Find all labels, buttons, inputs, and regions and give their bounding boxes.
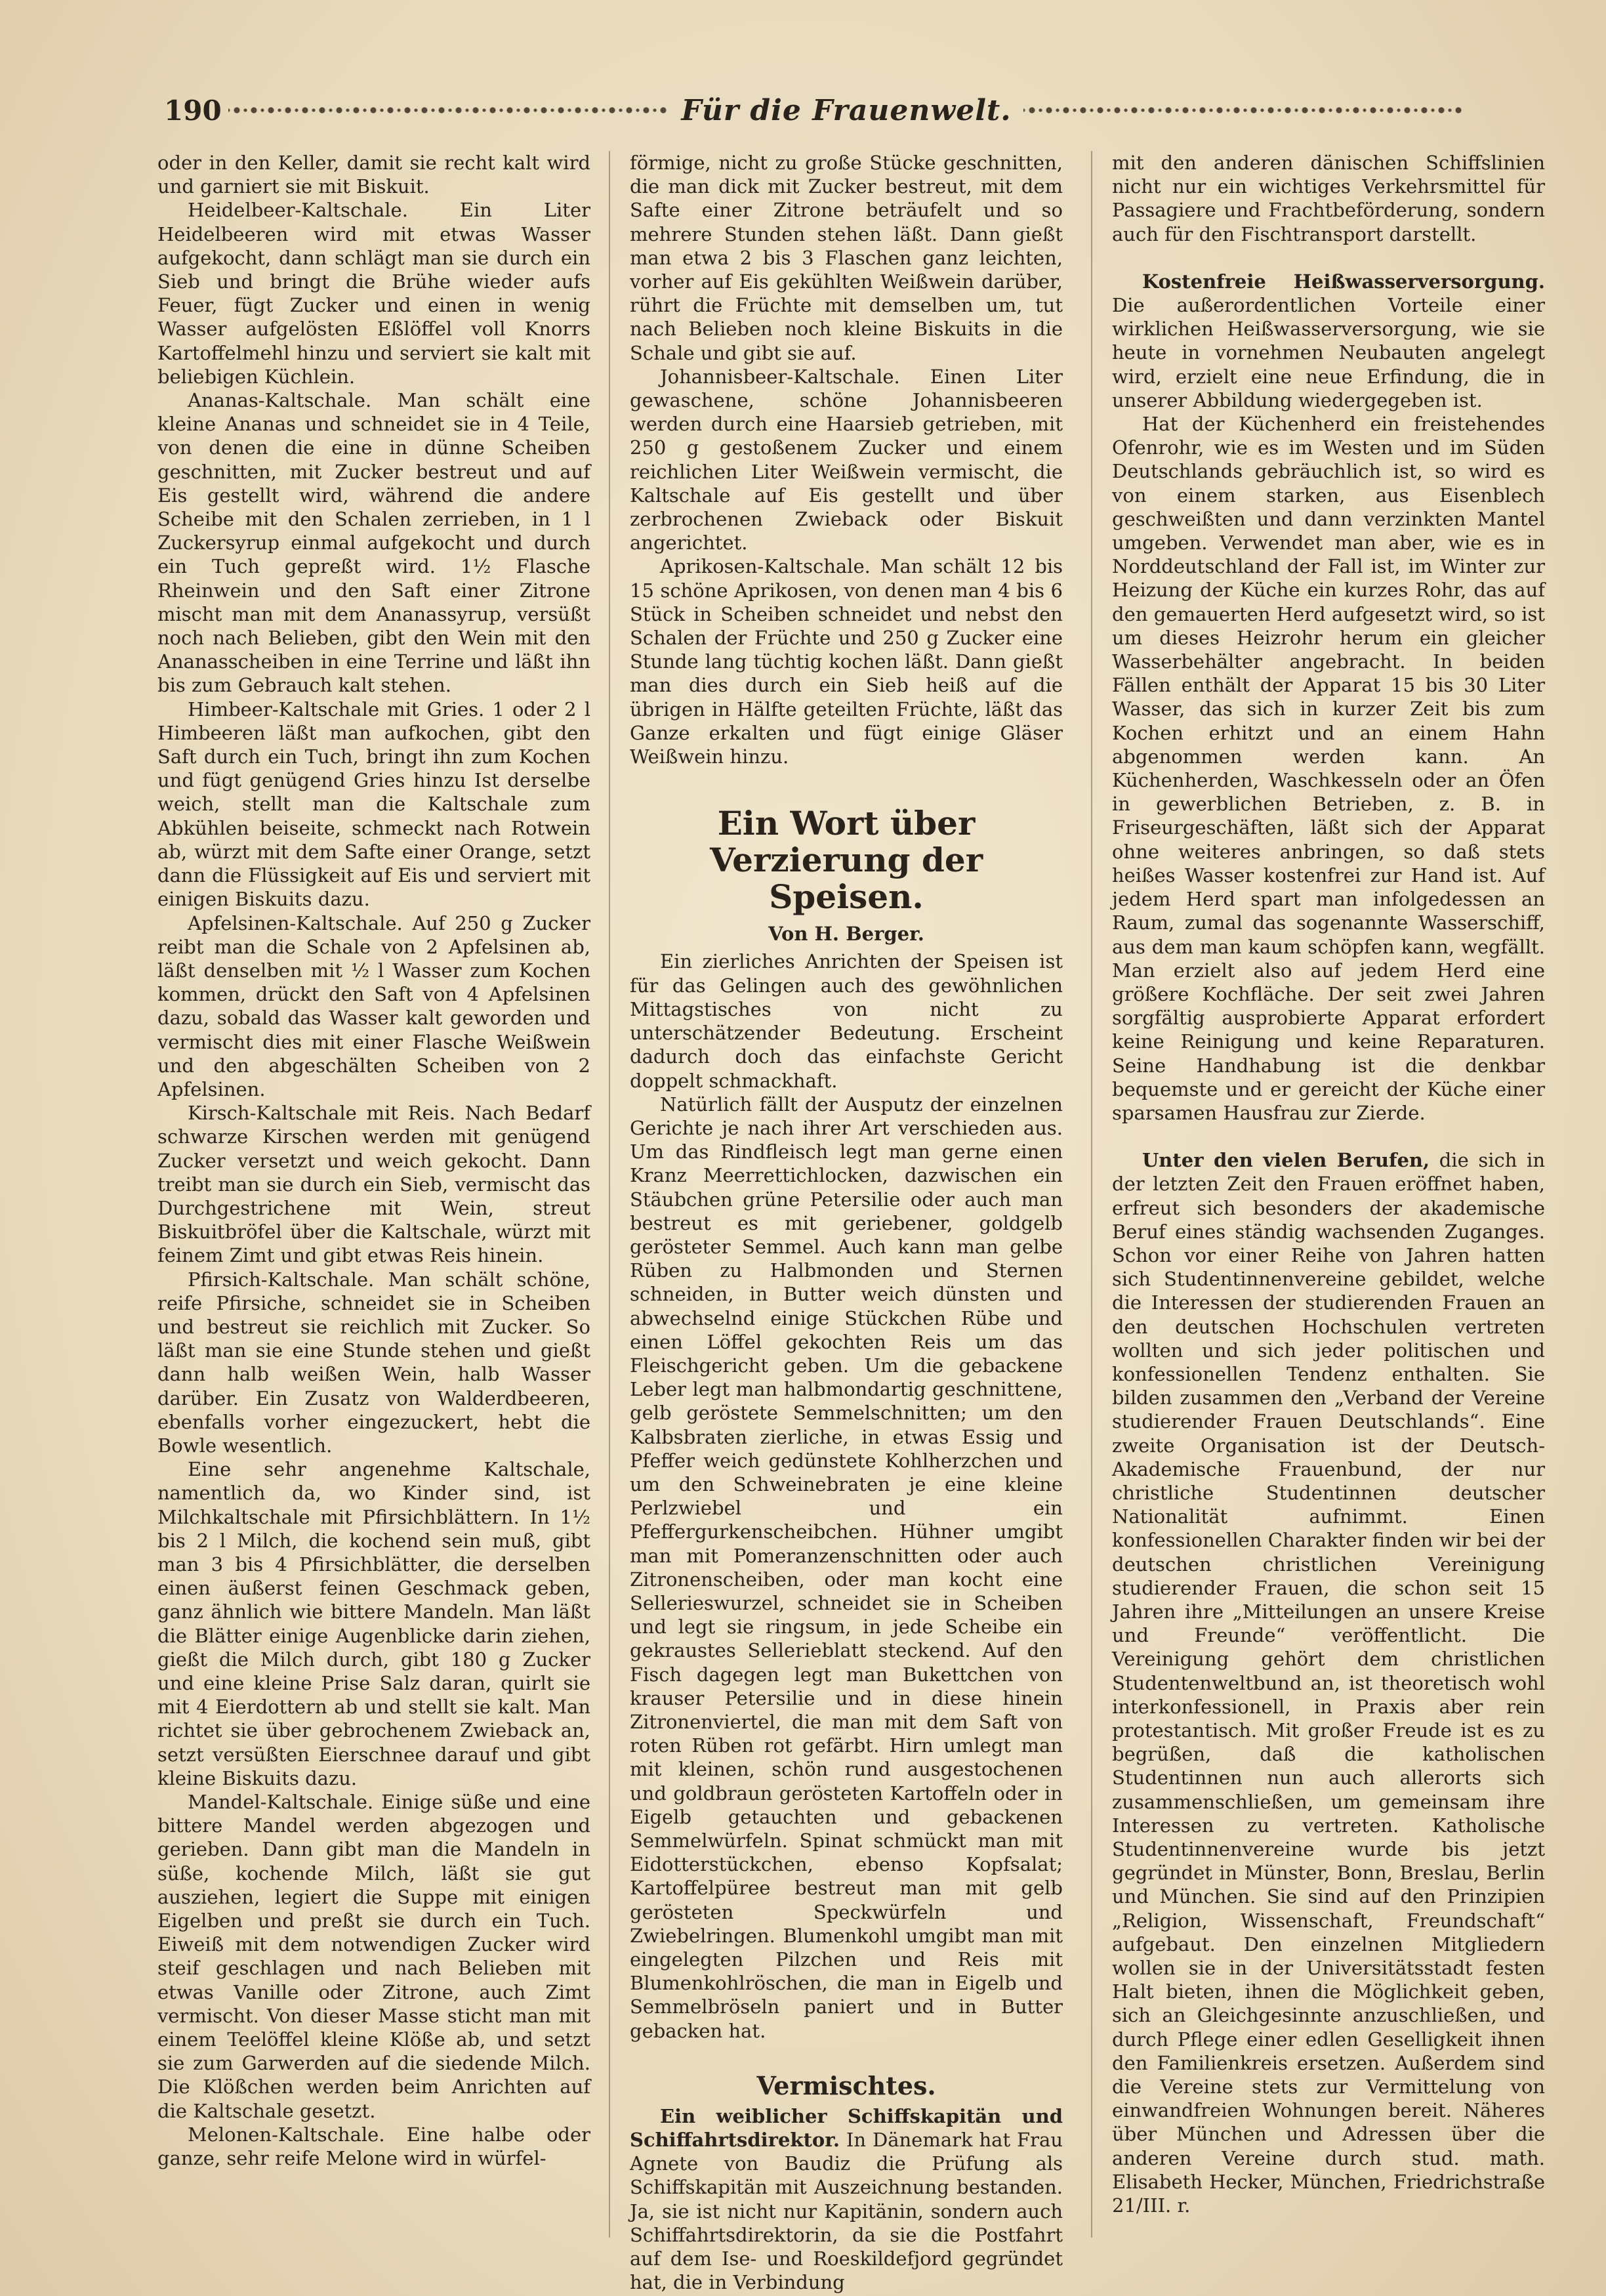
section-title: Vermischtes. (756, 2070, 936, 2100)
recipe-johannisbeer: Johannisbeer-Kaltschale. Einen Liter gewaschene, schöne Johannisbeeren werden durch eine Haarsieb getrieben, mit 250 g gestoßenem Zucker und einem reichlichen Liter Weißwein vermischt, die Kaltschale auf Eis gestellt und über zerbrochenen Zwieback oder Biskuit angerichtet. (630, 365, 1063, 554)
recipe-milch: Eine sehr angenehme Kaltschale, namentlich da, wo Kinder sind, ist Milchkaltschale mit Pfirsichblättern. In 1½ bis 2 l Milch, die kochend sein muß, gibt man 3 bis 4 Pfirsichblätter, die derselben einen äußerst feinen Geschmack geben, ganz ähnlich wie bittere Mandeln. Man läßt die Blätter einige Augenblicke darin ziehen, gießt die Milch durch, gibt 180 g Zucker und eine kleine Prise Salz daran, quirlt sie mit 4 Eierdottern ab und stellt sie kalt. Man richtet sie über gebrochenem Zwieback an, setzt versüßten Eierschnee darauf und gibt kleine Biskuits dazu. (157, 1458, 590, 1789)
misc-paragraph (630, 2104, 1063, 2295)
column-divider (1091, 151, 1092, 2238)
misc-text: In Dänemark hat Frau Agnete von Baudiz die Prüfung als Schiffskapitän mit Auszeichnung bestanden. Ja, sie ist nicht nur Kapitänin, sondern auch Schiffahrtsdirektorin, da sie die Postfahrt auf dem Ise- und Roeskildefjord gegründet hat, die in Verbindung (630, 2129, 1063, 2294)
page-header (164, 91, 1476, 130)
column-divider (609, 151, 610, 2238)
paragraph: mit den anderen dänischen Schiffslinien nicht nur ein wichtiges Verkehrsmittel für Passagiere und Frachtbeförderung, sondern auch für den Fischtransport darstellt. (1112, 152, 1545, 245)
column-2 (630, 151, 1063, 2294)
recipe-melonen: Melonen-Kaltschale. Eine halbe oder ganze, sehr reife Melone wird in würfel- (157, 2123, 590, 2170)
recipe-apfelsinen: Apfelsinen-Kaltschale. Auf 250 g Zucker reibt man die Schale von 2 Apfelsinen ab, läßt denselben mit ½ l Wasser zum Kochen kommen, drückt den Saft von 4 Apfelsinen dazu, sobald das Wasser kalt geworden und vermischt dies mit einer Flasche Weißwein und den abgeschälten Scheiben von 2 Apfelsinen. (157, 911, 590, 1100)
recipe-kirsch: Kirsch-Kaltschale mit Reis. Nach Bedarf schwarze Kirschen werden mit genügend Zucker versetzt und weich gekocht. Dann treibt man sie durch ein Sieb, vermischt das Durchgestrichene mit Wein, streut Biskuitbröfel über die Kaltschale, würzt mit feinem Zimt und gibt etwas Reis hinein. (157, 1102, 590, 1267)
uni-text: die sich in der letzten Zeit den Frauen eröffnet haben, erfreut sich besonders der akademische Beruf eines ständig wachsenden Zuganges. Schon vor einer Reihe von Jahren hatten sich Studentinnenvereine gebildet, welche die Interessen der studierenden Frauen an den deutschen Hochschulen vertreten wollten und sich jeder politischen und konfessionellen Tendenz enthalten. Sie bilden zusammen den „Verband der Vereine studierender Frauen Deutschlands“. Eine zweite Organisation ist der Deutsch-Akademische Frauenbund, der nur christliche Studentinnen deutscher Nationalität aufnimmt. Einen konfessionellen Charakter finden wir bei der deutschen christlichen Vereinigung studierender Frauen, die schon seit 15 Jahren ihre „Mitteilungen an unsere Kreise und Freunde“ veröffentlicht. Die Vereinigung gehört dem christlichen Studentenweltbund an, ist theoretisch wohl interkonfessionell, in Praxis aber rein protestantisch. Mit großer Freude ist es zu begrüßen, daß die katholischen Studentinnen nun auch allerorts sich zusammenschließen, um gemeinsam ihre Interessen zu vertreten. Katholische Studentinnenvereine wurde bis jetzt gegründet in Münster, Bonn, Breslau, Berlin und München. Sie sind auf den Prinzipien „Religion, Wissenschaft, Freundschaft“ aufgebaut. Den einzelnen Mitgliedern wollen sie in der Universitätsstadt festen Halt bieten, ihnen die Möglichkeit geben, sich an Gleichgesinnte anzuschließen, und durch Pflege einer edlen Geselligkeit ihnen den Familienkreis ersetzen. Außerdem sind die Vereine stets zur Vermittelung von einwandfreien Wohnungen bereit. Näheres über München und Adressen über die anderen Vereine durch stud. math. Elisabeth Hecker, München, Friedrichstraße 21/III. r. (1112, 1149, 1546, 2217)
column-1 (157, 151, 590, 2244)
uni-heading: Unter den vielen Berufen, (1142, 1149, 1430, 1172)
uni-paragraph (1112, 1148, 1545, 2217)
article-title: Ein Wort über Verzierung der Speisen. (709, 804, 983, 917)
recipe-ananas: Ananas-Kaltschale. Man schält eine kleine Ananas und schneidet sie in 4 Teile, von denen die eine in dünne Scheiben geschnitten, mit Zucker bestreut und auf Eis gestellt wird, während die andere Scheibe mit den Schalen zerrieben, in 1 l Zuckersyrup einmal aufgekocht und durch ein Tuch gepreßt wird. 1½ Flasche Rheinwein und den Saft einer Zitrone mischt man mit dem Ananassyrup, versüßt noch nach Belieben, gibt den Wein mit den Ananasscheiben in eine Terrine und läßt ihn bis zum Gebrauch kalt stehen. (157, 389, 590, 697)
recipe-aprikosen: Aprikosen-Kaltschale. Man schält 12 bis 15 schöne Aprikosen, von denen man 4 bis 6 Stück in Scheiben schneidet und nebst den Schalen der Früchte und 250 g Zucker eine Stunde lang tüchtig kochen läßt. Dann gießt man dies durch ein Sieb heiß auf die übrigen in Hälfte geteilten Früchte, läßt das Ganze erkalten und fügt einige Gläser Weißwein hinzu. (630, 555, 1063, 768)
running-title: Für die Frauenwelt. (681, 93, 1012, 127)
ornament-left (228, 103, 669, 117)
misc-heading: Ein weiblicher Schiffskapitän und Schiffahrtsdirektor. (630, 2104, 1063, 2152)
heat-text: Die außerordentlichen Vorteile einer wirklichen Heißwasserversorgung, wie sie heute in vornehmen Neubauten angelegt wird, erzielt eine neue Erfindung, die in unserer Abbildung wiedergegeben ist. (1112, 294, 1545, 411)
ornament-right (1023, 103, 1464, 117)
recipe-mandel: Mandel-Kaltschale. Einige süße und eine bittere Mandel werden abgezogen und gerieben. Dann gibt man die Mandeln in süße, kochende Milch, läßt sie gut ausziehen, legiert die Suppe mit einigen Eigelben und preßt sie durch ein Tuch. Eiweiß mit dem notwendigen Zucker wird steif geschlagen und nach Belieben mit etwas Vanille oder Zitrone, auch Zimt vermischt. Von dieser Masse sticht man mit einem Teelöffel kleine Klöße ab, und setzt sie zum Garwerden auf die siedende Milch. Die Klößchen werden beim Anrichten auf die Kaltschale gesetzt. (157, 1791, 590, 2122)
article-paragraph: Natürlich fällt der Ausputz der einzelnen Gerichte je nach ihrer Art verschieden aus. Um das Rindfleisch legt man gerne einen Kranz Meerrettichlocken, dazwischen ein Stäubchen grüne Petersilie oder auch man bestreut es mit geriebener, goldgelb gerösteter Semmel. Auch kann man gelbe Rüben zu Halbmonden und Sternen schneiden, in Butter weich dünsten und abwechselnd einige Stückchen Rübe und einen Löffel gekochten Reis um das Fleischgericht geben. Um die gebackene Leber legt man halbmondartig geschnittene, gelb geröstete Semmelschnitten; um den Kalbsbraten zierliche, in etwas Essig und Pfeffer weich gedünstete Kohlherzchen und um den Schweinebraten je eine kleine Perlzwiebel und ein Pfeffergurkenscheibchen. Hühner umgibt man mit Pomeranzenschnitten oder auch Zitronenscheiben, oder man kocht eine Sellerieswurzel, schneidet sie in Scheiben und legt sie ringsum, in jede Scheibe ein gekraustes Sellerieblatt steckend. Auf den Fisch dagegen legt man Bukettchen von krauser Petersilie und in diese hinein Zitronenviertel, die man mit dem Saft von roten Rüben rot gefärbt. Hirn umlegt man mit kleinen, schön rund ausgestochenen und goldbraun gerösteten Kartoffeln oder in Eigelb getauchten und gebackenen Semmelwürfeln. Spinat schmückt man mit Eidotterstückchen, ebenso Kopfsalat; Kartoffelpüree bestreut man mit gelb gerösteten Speckwürfeln und Zwiebelringen. Blumenkohl umgibt man mit eingelegten Pilzchen und Reis mit Blumenkohlröschen, die man in Eigelb und Semmelbröseln paniert und in Butter gebacken hat. (630, 1093, 1063, 2042)
heat-paragraph (1112, 270, 1545, 412)
heat-paragraph: Hat der Küchenherd ein freistehendes Ofenrohr, wie es im Westen und im Süden Deutschlands gebräuchlich ist, so wird es von einem starken, aus Eisenblech geschweißten und dann verzinkten Mantel umgeben. Verwendet man aber, wie es in Norddeutschland der Fall ist, im Winter zur Heizung der Küche ein kurzes Rohr, das auf den gemauerten Herd aufgesetzt wird, so ist um dieses Heizrohr herum ein gleicher Wasserbehälter angebracht. In beiden Fällen enthält der Apparat 15 bis 30 Liter Wasser, das sich in kurzer Zeit bis zum Kochen erhitzt und an einem Hahn abgenommen werden kann. An Küchenherden, Waschkesseln oder an Öfen in gewerblichen Betrieben, z. B. in Friseurgeschäften, läßt sich der Apparat ohne weiteres anbringen, so daß stets heißes Wasser kostenfrei zur Hand ist. Auf jedem Herd spart man infolgedessen an Raum, zumal das sogenannte Wasserschiff, aus dem man kaum schöpfen kann, wegfällt. Man erzielt also auf jedem Herd eine größere Kochfläche. Der seit zwei Jahren sorgfältig ausprobierte Apparat erfordert keine Reinigung und keine Reparaturen. Seine Handhabung ist die denkbar bequemste und er gereicht der Küche einer sparsamen Hausfrau zur Zierde. (1112, 413, 1545, 1124)
heat-heading: Kostenfreie Heißwasserversorgung. (1142, 270, 1545, 293)
article-paragraph: Ein zierliches Anrichten der Speisen ist für das Gelingen auch des gewöhnlichen Mittagstisches von nicht zu unterschätzender Bedeutung. Erscheint dadurch doch das einfachste Gericht doppelt schmackhaft. (630, 950, 1063, 1092)
paragraph: förmige, nicht zu große Stücke geschnitten, die man dick mit Zucker bestreut, mit dem Safte einer Zitrone beträufelt und so mehrere Stunden stehen läßt. Dann gießt man etwa 2 bis 3 Flaschen ganz leichten, vorher auf Eis gekühlten Weißwein darüber, rührt die Früchte mit demselben um, tut nach Belieben noch kleine Biskuits in die Schale und gibt sie auf. (630, 152, 1063, 364)
page-number: 190 (164, 94, 222, 127)
article-byline: Von H. Berger. (768, 923, 924, 946)
recipe-heidelbeer: Heidelbeer-Kaltschale. Ein Liter Heidelbeeren wird mit etwas Wasser aufgekocht, dann schlägt man sie durch ein Sieb und bringt die Brühe wieder aufs Feuer, fügt Zucker und einen in wenig Wasser aufgelösten Eßlöffel voll Knorrs Kartoffelmehl hinzu und serviert sie kalt mit beliebigen Küchlein. (157, 199, 590, 388)
recipe-himbeer: Himbeer-Kaltschale mit Gries. 1 oder 2 l Himbeeren läßt man aufkochen, gibt den Saft durch ein Tuch, bringt ihn zum Kochen und fügt genügend Gries hinzu Ist derselbe weich, stellt man die Kaltschale zum Abkühlen beiseite, schmeckt nach Rotwein ab, würzt mit dem Safte einer Orange, setzt dann die Flüssigkeit auf Eis und serviert mit einigen Biskuits dazu. (157, 698, 590, 911)
column-3 (1112, 151, 1545, 2244)
paragraph: oder in den Keller, damit sie recht kalt wird und garniert sie mit Biskuit. (157, 152, 590, 198)
recipe-pfirsich: Pfirsich-Kaltschale. Man schält schöne, reife Pfirsiche, schneidet sie in Scheiben und bestreut sie reichlich mit Zucker. So läßt man sie eine Stunde stehen und gießt dann halb weißen Wein, halb Wasser darüber. Ein Zusatz von Walderdbeeren, ebenfalls vorher eingezuckert, hebt die Bowle wesentlich. (157, 1268, 590, 1457)
